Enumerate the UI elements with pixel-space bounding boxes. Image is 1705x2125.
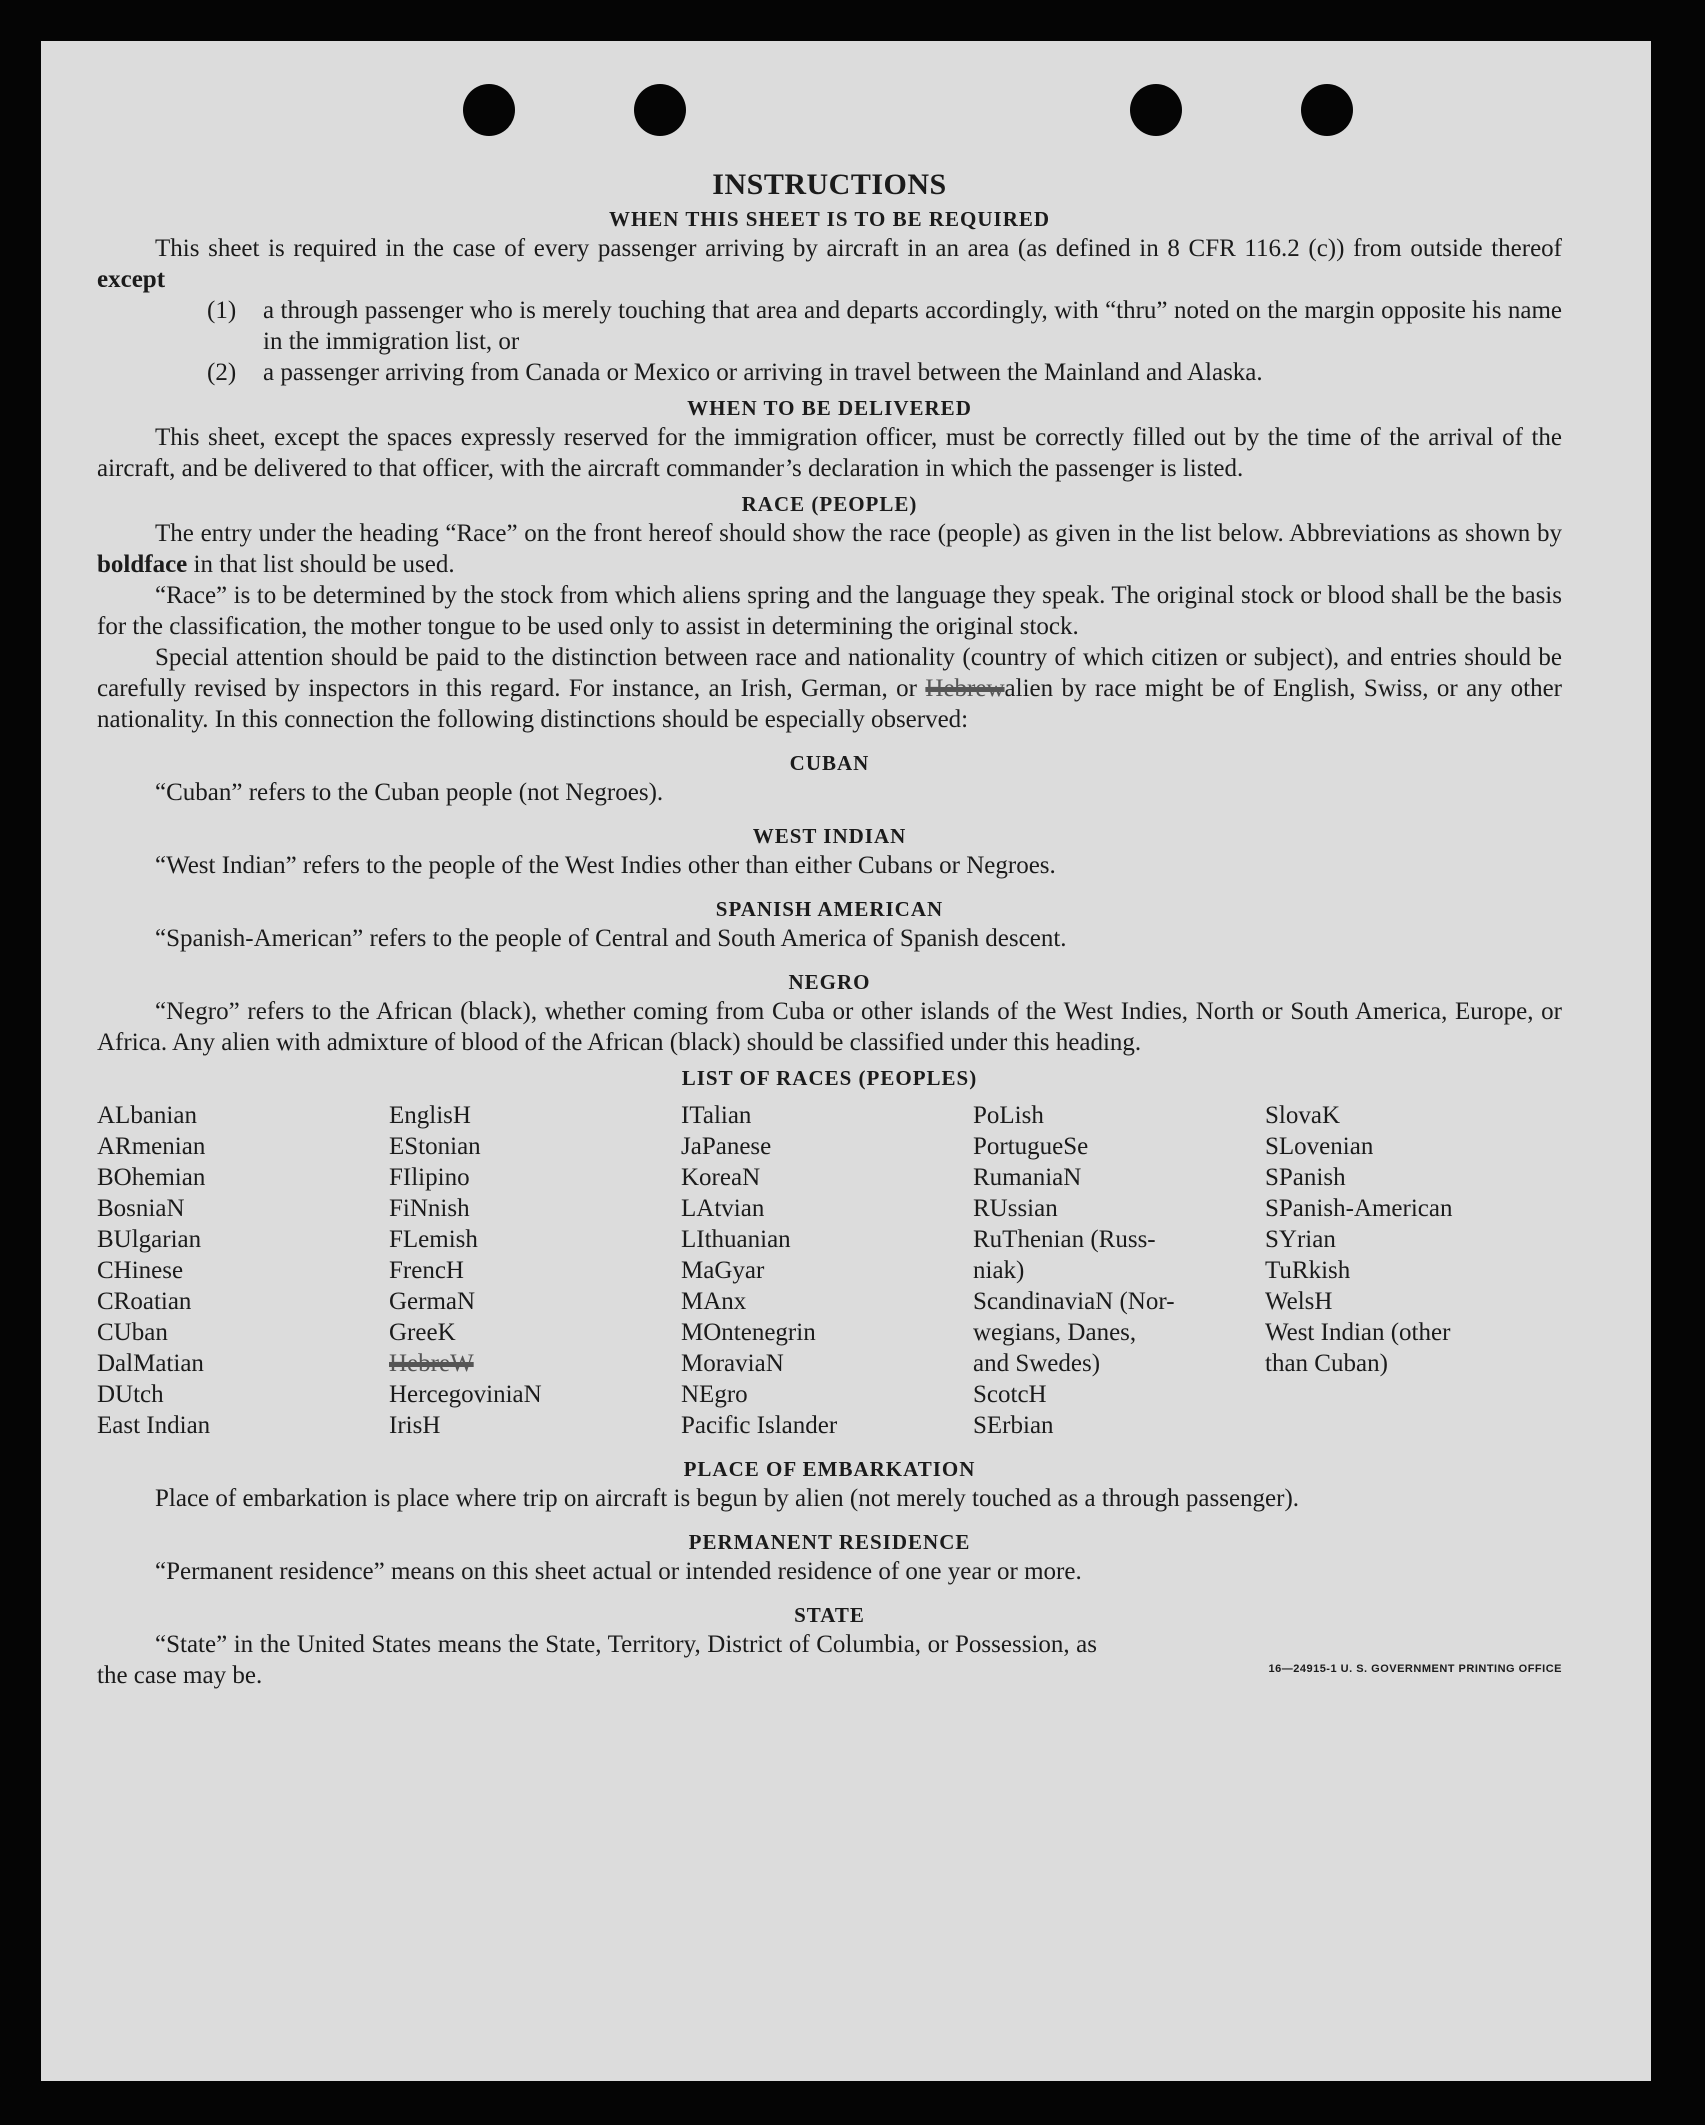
race-column: [681, 1100, 973, 1441]
paragraph-embarkation: Place of embarkation is place where trip on aircraft is begun by alien (not merely touched as a through passenger).: [155, 1485, 1300, 1512]
race-entry: FiNnish: [389, 1195, 470, 1222]
punch-hole: [1130, 84, 1182, 136]
race-entry: SLovenian: [1265, 1133, 1374, 1160]
race-entry: than Cuban): [1265, 1350, 1388, 1377]
section-heading-state: STATE: [794, 1603, 865, 1627]
race-entry: HebreW: [389, 1350, 474, 1377]
race-entry: PortugueSe: [973, 1133, 1089, 1160]
bold-text: except: [97, 266, 166, 293]
race-entry: MAnx: [681, 1288, 747, 1315]
print-office-mark: 16—24915-1 U. S. GOVERNMENT PRINTING OFFICE: [1268, 1663, 1562, 1675]
race-entry: FLemish: [389, 1226, 478, 1253]
race-entry: MoraviaN: [681, 1350, 784, 1377]
race-entry: SYrian: [1265, 1226, 1336, 1253]
race-entry: PoLish: [973, 1102, 1044, 1129]
paragraph-race-2: “Race” is to be determined by the stock from which aliens spring and the language they speak. The original stock or blood shall be the basis for the classification, the mother tongue to be used only to assist in determining the original stock.: [97, 582, 1562, 640]
document-page: [41, 41, 1651, 2081]
paragraph-when-required: [97, 233, 1562, 295]
race-list: [97, 1100, 1562, 1441]
race-entry: KoreaN: [681, 1164, 761, 1191]
race-entry: and Swedes): [973, 1350, 1101, 1377]
race-entry: BOhemian: [97, 1164, 206, 1191]
paragraph-text: The entry under the heading “Race” on the front hereof should show the race (people) as given in the list below. Abbreviations as shown by: [155, 520, 1562, 547]
race-entry: wegians, Danes,: [973, 1319, 1137, 1346]
section-heading-embarkation: PLACE OF EMBARKATION: [683, 1457, 976, 1481]
paragraph-state: “State” in the United States means the State, Territory, District of Columbia, or Possession, as the case may be.: [97, 1631, 1097, 1689]
race-entry: NEgro: [681, 1381, 748, 1408]
section-heading-race: RACE (PEOPLE): [741, 492, 918, 516]
race-entry: WelsH: [1265, 1288, 1333, 1315]
race-entry: TuRkish: [1265, 1257, 1351, 1284]
section-heading-when-required: WHEN THIS SHEET IS TO BE REQUIRED: [608, 207, 1051, 231]
paragraph-when-delivered: This sheet, except the spaces expressly reserved for the immigration officer, must be correctly filled out by the time of the arrival of the aircraft, and be delivered to that officer, with the aircraft commander’s declaration in which the passenger is listed.: [97, 424, 1562, 482]
race-entry: CRoatian: [97, 1288, 192, 1315]
race-entry: East Indian: [97, 1412, 211, 1439]
paragraph-race-3: [97, 642, 1562, 735]
race-entry: RumaniaN: [973, 1164, 1082, 1191]
paragraph-residence: “Permanent residence” means on this sheet actual or intended residence of one year or more.: [155, 1558, 1082, 1585]
race-entry: Pacific Islander: [681, 1412, 838, 1439]
race-entry: SlovaK: [1265, 1102, 1340, 1129]
race-entry: GreeK: [389, 1319, 456, 1346]
race-entry: BUlgarian: [97, 1226, 202, 1253]
race-entry: ALbanian: [97, 1102, 197, 1129]
race-entry: LAtvian: [681, 1195, 765, 1222]
race-entry: SPanish-American: [1265, 1195, 1453, 1222]
punch-hole: [463, 84, 515, 136]
paragraph-text: alien by race might be of English, Swiss, or any other nationality. In this connection the following distinctions should be especially observed:: [97, 675, 1563, 733]
section-heading-when-delivered: WHEN TO BE DELIVERED: [687, 396, 972, 420]
list-item: [97, 357, 1562, 388]
race-entry: CUban: [97, 1319, 168, 1346]
race-column: [1265, 1100, 1557, 1441]
section-heading-negro: NEGRO: [788, 970, 871, 994]
race-entry: SPanish: [1265, 1164, 1346, 1191]
race-entry: DalMatian: [97, 1350, 204, 1377]
race-column: [97, 1100, 389, 1441]
page-title: INSTRUCTIONS: [712, 168, 947, 201]
race-entry: CHinese: [97, 1257, 184, 1284]
race-column: [973, 1100, 1265, 1441]
punch-hole: [634, 84, 686, 136]
race-entry: ITalian: [681, 1102, 752, 1129]
race-entry: RUssian: [973, 1195, 1058, 1222]
race-entry: MaGyar: [681, 1257, 765, 1284]
race-entry: LIthuanian: [681, 1226, 791, 1253]
section-heading-cuban: CUBAN: [789, 751, 870, 775]
race-entry: BosniaN: [97, 1195, 185, 1222]
race-entry: EStonian: [389, 1133, 481, 1160]
paragraph-text: This sheet is required in the case of every passenger arriving by aircraft in an area (as defined in 8 CFR 116.2 (c)) from outside thereof: [155, 235, 1562, 262]
race-entry: ARmenian: [97, 1133, 206, 1160]
item-text: a through passenger who is merely touching that area and departs accordingly, with “thru” noted on the margin opposite his name in the immigration list, or: [263, 297, 1562, 355]
race-entry: ScotcH: [973, 1381, 1047, 1408]
race-entry: GermaN: [389, 1288, 476, 1315]
instructions-content: [97, 165, 1562, 1691]
race-entry: RuThenian (Russ-: [973, 1226, 1156, 1253]
race-entry: IrisH: [389, 1412, 441, 1439]
section-heading-list-of-races: LIST OF RACES (PEOPLES): [681, 1066, 978, 1090]
paragraph-text: Special attention should be paid to the distinction between race and nationality (country of which citizen or subject), and entries should be carefully revised by inspectors in this regard. For instance, an Irish, German, or: [97, 644, 1562, 702]
race-entry: HercegoviniaN: [389, 1381, 542, 1408]
race-entry: DUtch: [97, 1381, 164, 1408]
item-text: a passenger arriving from Canada or Mexico or arriving in travel between the Mainland and Alaska.: [263, 359, 1263, 386]
struck-text: Hebrew: [925, 675, 1005, 702]
bold-text: boldface: [97, 551, 188, 578]
race-entry: JaPanese: [681, 1133, 772, 1160]
race-column: [389, 1100, 681, 1441]
paragraph-negro: “Negro” refers to the African (black), whether coming from Cuba or other islands of the West Indies, North or South America, Europe, or Africa. Any alien with admixture of blood of the African (black) should be classified under this heading.: [97, 998, 1562, 1056]
paragraph-west-indian: “West Indian” refers to the people of the West Indies other than either Cubans or Negroes.: [155, 852, 1056, 879]
section-heading-residence: PERMANENT RESIDENCE: [688, 1530, 971, 1554]
race-entry: West Indian (other: [1265, 1319, 1451, 1346]
item-number: (1): [207, 297, 237, 324]
race-entry: EnglisH: [389, 1102, 471, 1129]
paragraph-race-1: [97, 518, 1562, 580]
race-entry: FIlipino: [389, 1164, 470, 1191]
paragraph-text: in that list should be used.: [193, 551, 455, 578]
race-entry: SErbian: [973, 1412, 1054, 1439]
item-number: (2): [207, 359, 237, 386]
race-entry: MOntenegrin: [681, 1319, 816, 1346]
footer: [97, 1629, 1562, 1691]
race-entry: FrencH: [389, 1257, 464, 1284]
section-heading-west-indian: WEST INDIAN: [752, 824, 907, 848]
list-item: [97, 295, 1562, 357]
paragraph-spanish-american: “Spanish-American” refers to the people of Central and South America of Spanish descent.: [155, 925, 1067, 952]
punch-hole: [1301, 84, 1353, 136]
race-entry: ScandinaviaN (Nor-: [973, 1288, 1175, 1315]
section-heading-spanish-american: SPANISH AMERICAN: [715, 897, 944, 921]
race-entry: niak): [973, 1257, 1025, 1284]
paragraph-cuban: “Cuban” refers to the Cuban people (not Negroes).: [155, 779, 664, 806]
